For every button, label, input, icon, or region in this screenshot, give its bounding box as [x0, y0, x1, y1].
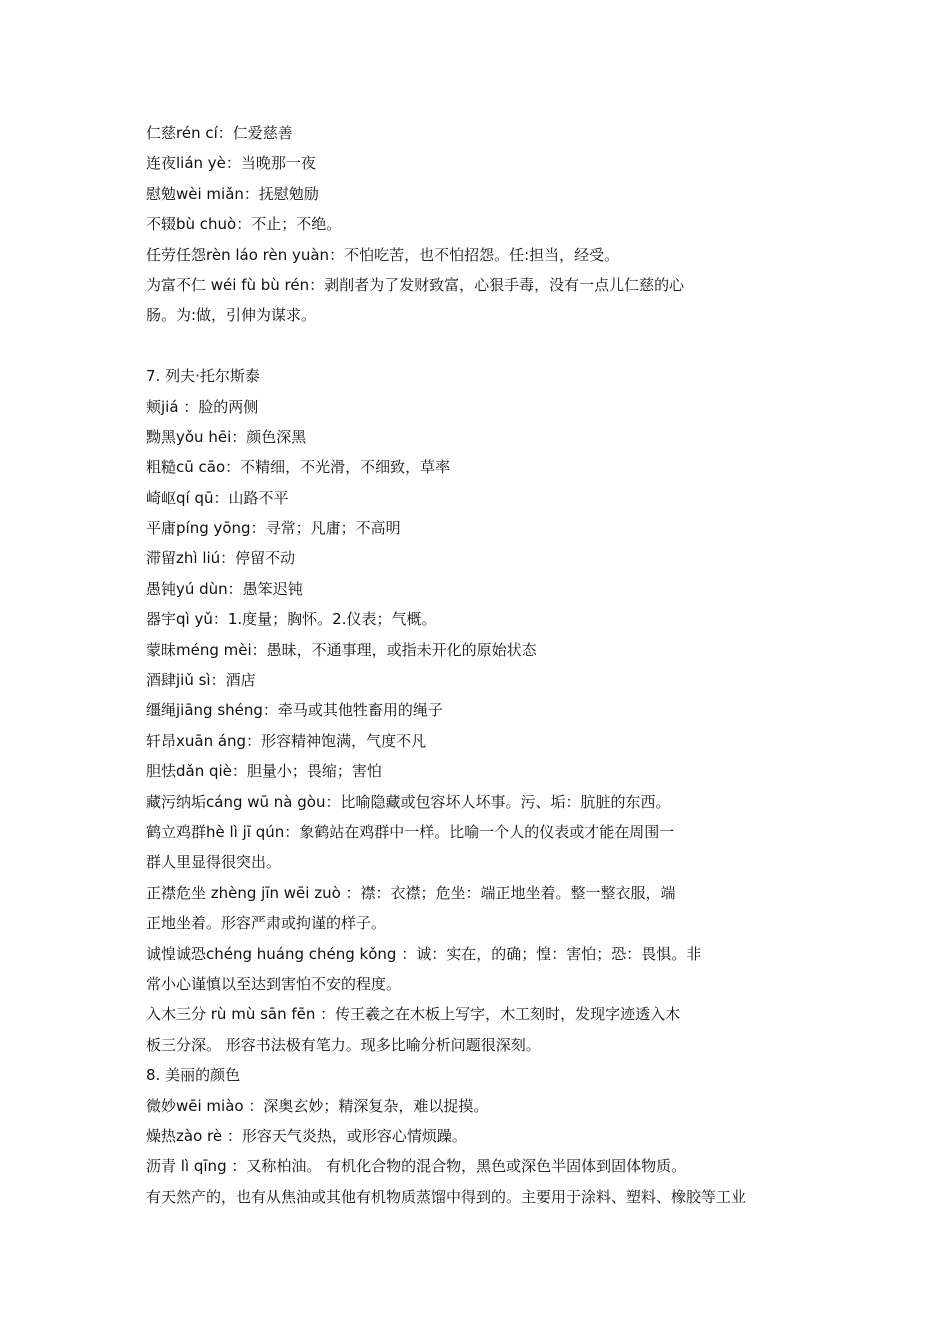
text-line: 不辍bù chuò：不止；不绝。: [146, 215, 342, 234]
text-line: 板三分深。 形容书法极有笔力。现多比喻分析问题很深刻。: [146, 1035, 541, 1054]
text-line: 颊jiá ：脸的两侧: [146, 397, 259, 416]
text-line: 正襟危坐 zhèng jīn wēi zuò ：襟：衣襟；危坐：端正地坐着。整一整衣服，端: [146, 883, 676, 902]
text-line: 平庸píng yōng：寻常；凡庸；不高明: [146, 519, 401, 538]
text-line: 沥青 lì qīng ：又称柏油。 有机化合物的混合物，黑色或深色半固体到固体物质。: [146, 1157, 687, 1176]
text-line: 酒肆jiǔ sì：酒店: [146, 671, 256, 690]
section-heading: 8. 美丽的颜色: [146, 1066, 241, 1085]
document-body: [146, 118, 810, 1212]
text-line: 为富不仁 wéi fù bù rén：剥削者为了发财致富，心狠手毒，没有一点儿仁慈的心: [146, 275, 685, 294]
text-line: 滞留zhì liú：停留不动: [146, 549, 296, 568]
text-line: 连夜lián yè：当晚那一夜: [146, 154, 316, 173]
text-line: 器宇qì yǔ：1.度量；胸怀。2.仪表；气概。: [146, 610, 437, 629]
blank-line: [146, 331, 810, 361]
text-line: 仁慈rén cí：仁爱慈善: [146, 124, 293, 142]
section-heading: 7. 列夫·托尔斯泰: [146, 367, 260, 386]
text-line: 轩昂xuān áng：形容精神饱满，气度不凡: [146, 731, 427, 750]
text-line: 缰绳jiāng shéng：牵马或其他牲畜用的绳子: [146, 701, 443, 720]
text-line: 任劳任怨rèn láo rèn yuàn：不怕吃苦，也不怕招怨。任:担当，经受。: [146, 245, 620, 264]
text-line: 蒙昧méng mèi：愚昧，不通事理，或指未开化的原始状态: [146, 640, 537, 659]
text-line: 正地坐着。形容严肃或拘谨的样子。: [146, 914, 387, 933]
text-line: 粗糙cū cāo：不精细，不光滑，不细致，草率: [146, 458, 451, 477]
text-line: 愚钝yú dùn：愚笨迟钝: [146, 579, 303, 598]
text-line: 肠。为:做，引伸为谋求。: [146, 306, 317, 325]
text-line: 入木三分 rù mù sān fēn ：传王羲之在木板上写字，木工刻时，发现字迹透入木: [146, 1005, 681, 1024]
text-line: 常小心谨慎以至达到害怕不安的程度。: [146, 974, 402, 993]
text-line: 黝黑yǒu hēi：颜色深黑: [146, 427, 307, 446]
text-line: 胆怯dǎn qiè：胆量小；畏缩；害怕: [146, 762, 382, 781]
text-line: 慰勉wèi miǎn：抚慰勉励: [146, 184, 319, 203]
text-line: 诚惶诚恐chéng huáng chéng kǒng ：诚：实在，的确；惶：害怕；恐：畏惧。非: [146, 944, 702, 963]
text-line: 有天然产的，也有从焦油或其他有机物质蒸馏中得到的。主要用于涂料、塑料、橡胶等工业: [146, 1187, 747, 1206]
text-line: 群人里显得很突出。: [146, 853, 282, 872]
text-line: 藏污纳垢cáng wū nà gòu：比喻隐藏或包容坏人坏事。污、垢：肮脏的东西。: [146, 792, 671, 811]
text-line: 崎岖qí qū：山路不平: [146, 488, 289, 507]
text-line: 燥热zào rè ：形容天气炎热，或形容心情烦躁。: [146, 1126, 467, 1145]
text-line: 微妙wēi miào ：深奥玄妙；精深复杂，难以捉摸。: [146, 1096, 489, 1115]
text-line: 鹤立鸡群hè lì jī qún：象鹤站在鸡群中一样。比喻一个人的仪表或才能在周围一: [146, 822, 675, 841]
